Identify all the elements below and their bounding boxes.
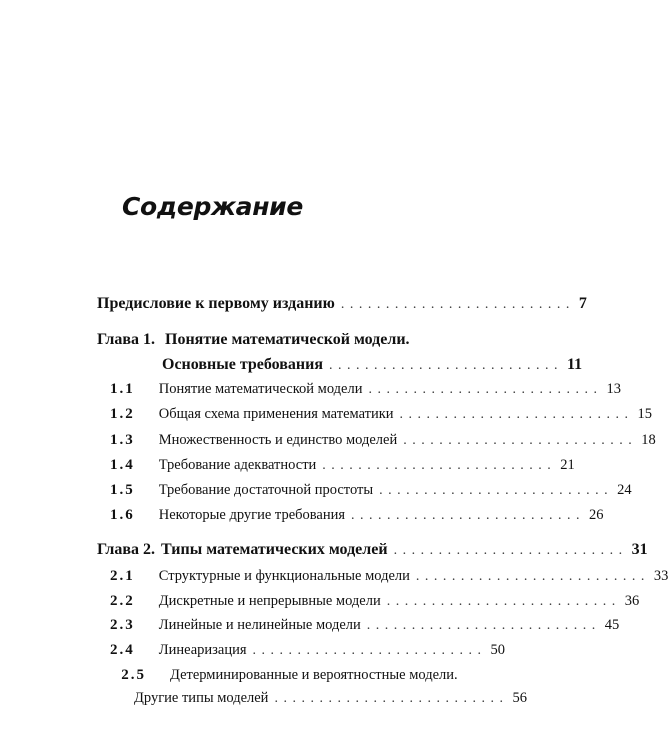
leader-dots: .......................... xyxy=(252,643,487,658)
toc-page-number: 36 xyxy=(624,593,640,609)
toc-section-row[interactable] xyxy=(110,406,653,423)
section-number: 1.2 xyxy=(110,406,135,422)
leader-dots: .......................... xyxy=(415,569,650,584)
toc-chapter-2-heading[interactable] xyxy=(97,541,648,559)
section-number: 1.5 xyxy=(110,482,135,498)
toc-section-row[interactable] xyxy=(110,482,632,499)
section-number: 2.5 xyxy=(121,667,146,683)
section-title: Требование адекватности xyxy=(158,457,317,473)
toc-page-number: 18 xyxy=(641,432,656,448)
leader-dots: .......................... xyxy=(351,508,586,523)
toc-page-number: 21 xyxy=(560,457,575,473)
toc-section-row[interactable] xyxy=(110,642,506,659)
toc-page-number: 7 xyxy=(578,295,587,312)
toc-section-row[interactable] xyxy=(110,381,621,398)
section-number: 2.1 xyxy=(110,568,135,584)
toc-page-number: 13 xyxy=(606,381,621,397)
leader-dots: .......................... xyxy=(399,407,634,422)
leader-dots: .......................... xyxy=(403,433,638,448)
chapter-title: Типы математических моделей xyxy=(161,541,388,558)
toc-section-row-continued[interactable] xyxy=(110,690,527,707)
section-title: Дискретные и непрерывные модели xyxy=(158,593,381,609)
chapter-title-line1: Понятие математической модели. xyxy=(165,331,410,348)
toc-entry-preface[interactable] xyxy=(97,295,587,313)
section-number: 1.3 xyxy=(110,432,135,448)
section-title: Структурные и функциональные модели xyxy=(158,568,410,584)
section-title: Общая схема применения математики xyxy=(158,406,394,422)
section-number: 2.3 xyxy=(110,617,135,633)
leader-dots: .......................... xyxy=(329,358,563,373)
section-title: Детерминированные и вероятностные модели. xyxy=(170,667,458,683)
leader-dots: .......................... xyxy=(368,382,603,397)
toc-section-row[interactable] xyxy=(110,667,497,684)
leader-dots: .......................... xyxy=(379,483,614,498)
chapter-title-line2: Основные требования xyxy=(162,356,323,373)
leader-dots: .......................... xyxy=(366,618,601,633)
section-title: Линейные и нелинейные модели xyxy=(158,617,361,633)
chapter-label: Глава 2. xyxy=(97,541,155,558)
toc-chapter-1-heading[interactable] xyxy=(97,331,410,349)
leader-dots: .......................... xyxy=(393,543,628,558)
toc-page-number: 50 xyxy=(490,642,506,658)
chapter-label: Глава 1. xyxy=(97,331,155,348)
section-title: Линеаризация xyxy=(158,642,247,658)
toc-page-number: 24 xyxy=(617,482,632,498)
leader-dots: .......................... xyxy=(274,691,509,706)
toc-page-number: 56 xyxy=(512,690,527,706)
toc-page-number: 26 xyxy=(589,507,604,523)
section-number: 1.6 xyxy=(110,507,135,523)
section-title: Требование достаточной простоты xyxy=(158,482,374,498)
section-number: 2.2 xyxy=(110,593,135,609)
toc-section-row[interactable] xyxy=(110,593,640,610)
section-title: Множественность и единство моделей xyxy=(158,432,398,448)
toc-section-row[interactable] xyxy=(110,457,575,474)
toc-page-number: 33 xyxy=(653,568,668,584)
toc-page-number: 31 xyxy=(631,541,648,558)
leader-dots: .......................... xyxy=(386,594,621,609)
toc-section-row[interactable] xyxy=(110,432,656,449)
toc-chapter-1-line2[interactable] xyxy=(162,356,583,374)
section-title: Некоторые другие требования xyxy=(158,507,346,523)
section-number: 1.4 xyxy=(110,457,135,473)
toc-page-number: 45 xyxy=(604,617,620,633)
section-title-line2: Другие типы моделей xyxy=(134,690,269,706)
leader-dots: .......................... xyxy=(322,458,557,473)
toc-section-row[interactable] xyxy=(110,507,604,524)
leader-dots: .......................... xyxy=(340,297,575,312)
toc-page-number: 11 xyxy=(567,356,583,373)
section-number: 2.4 xyxy=(110,642,135,658)
section-title: Понятие математической модели xyxy=(158,381,363,397)
page-title: Содержание xyxy=(122,192,304,221)
toc-section-row[interactable] xyxy=(110,568,668,585)
toc-section-row[interactable] xyxy=(110,617,620,634)
toc-page-number: 15 xyxy=(637,406,653,422)
section-number: 1.1 xyxy=(110,381,135,397)
toc-entry-text: Предисловие к первому изданию xyxy=(97,295,335,312)
